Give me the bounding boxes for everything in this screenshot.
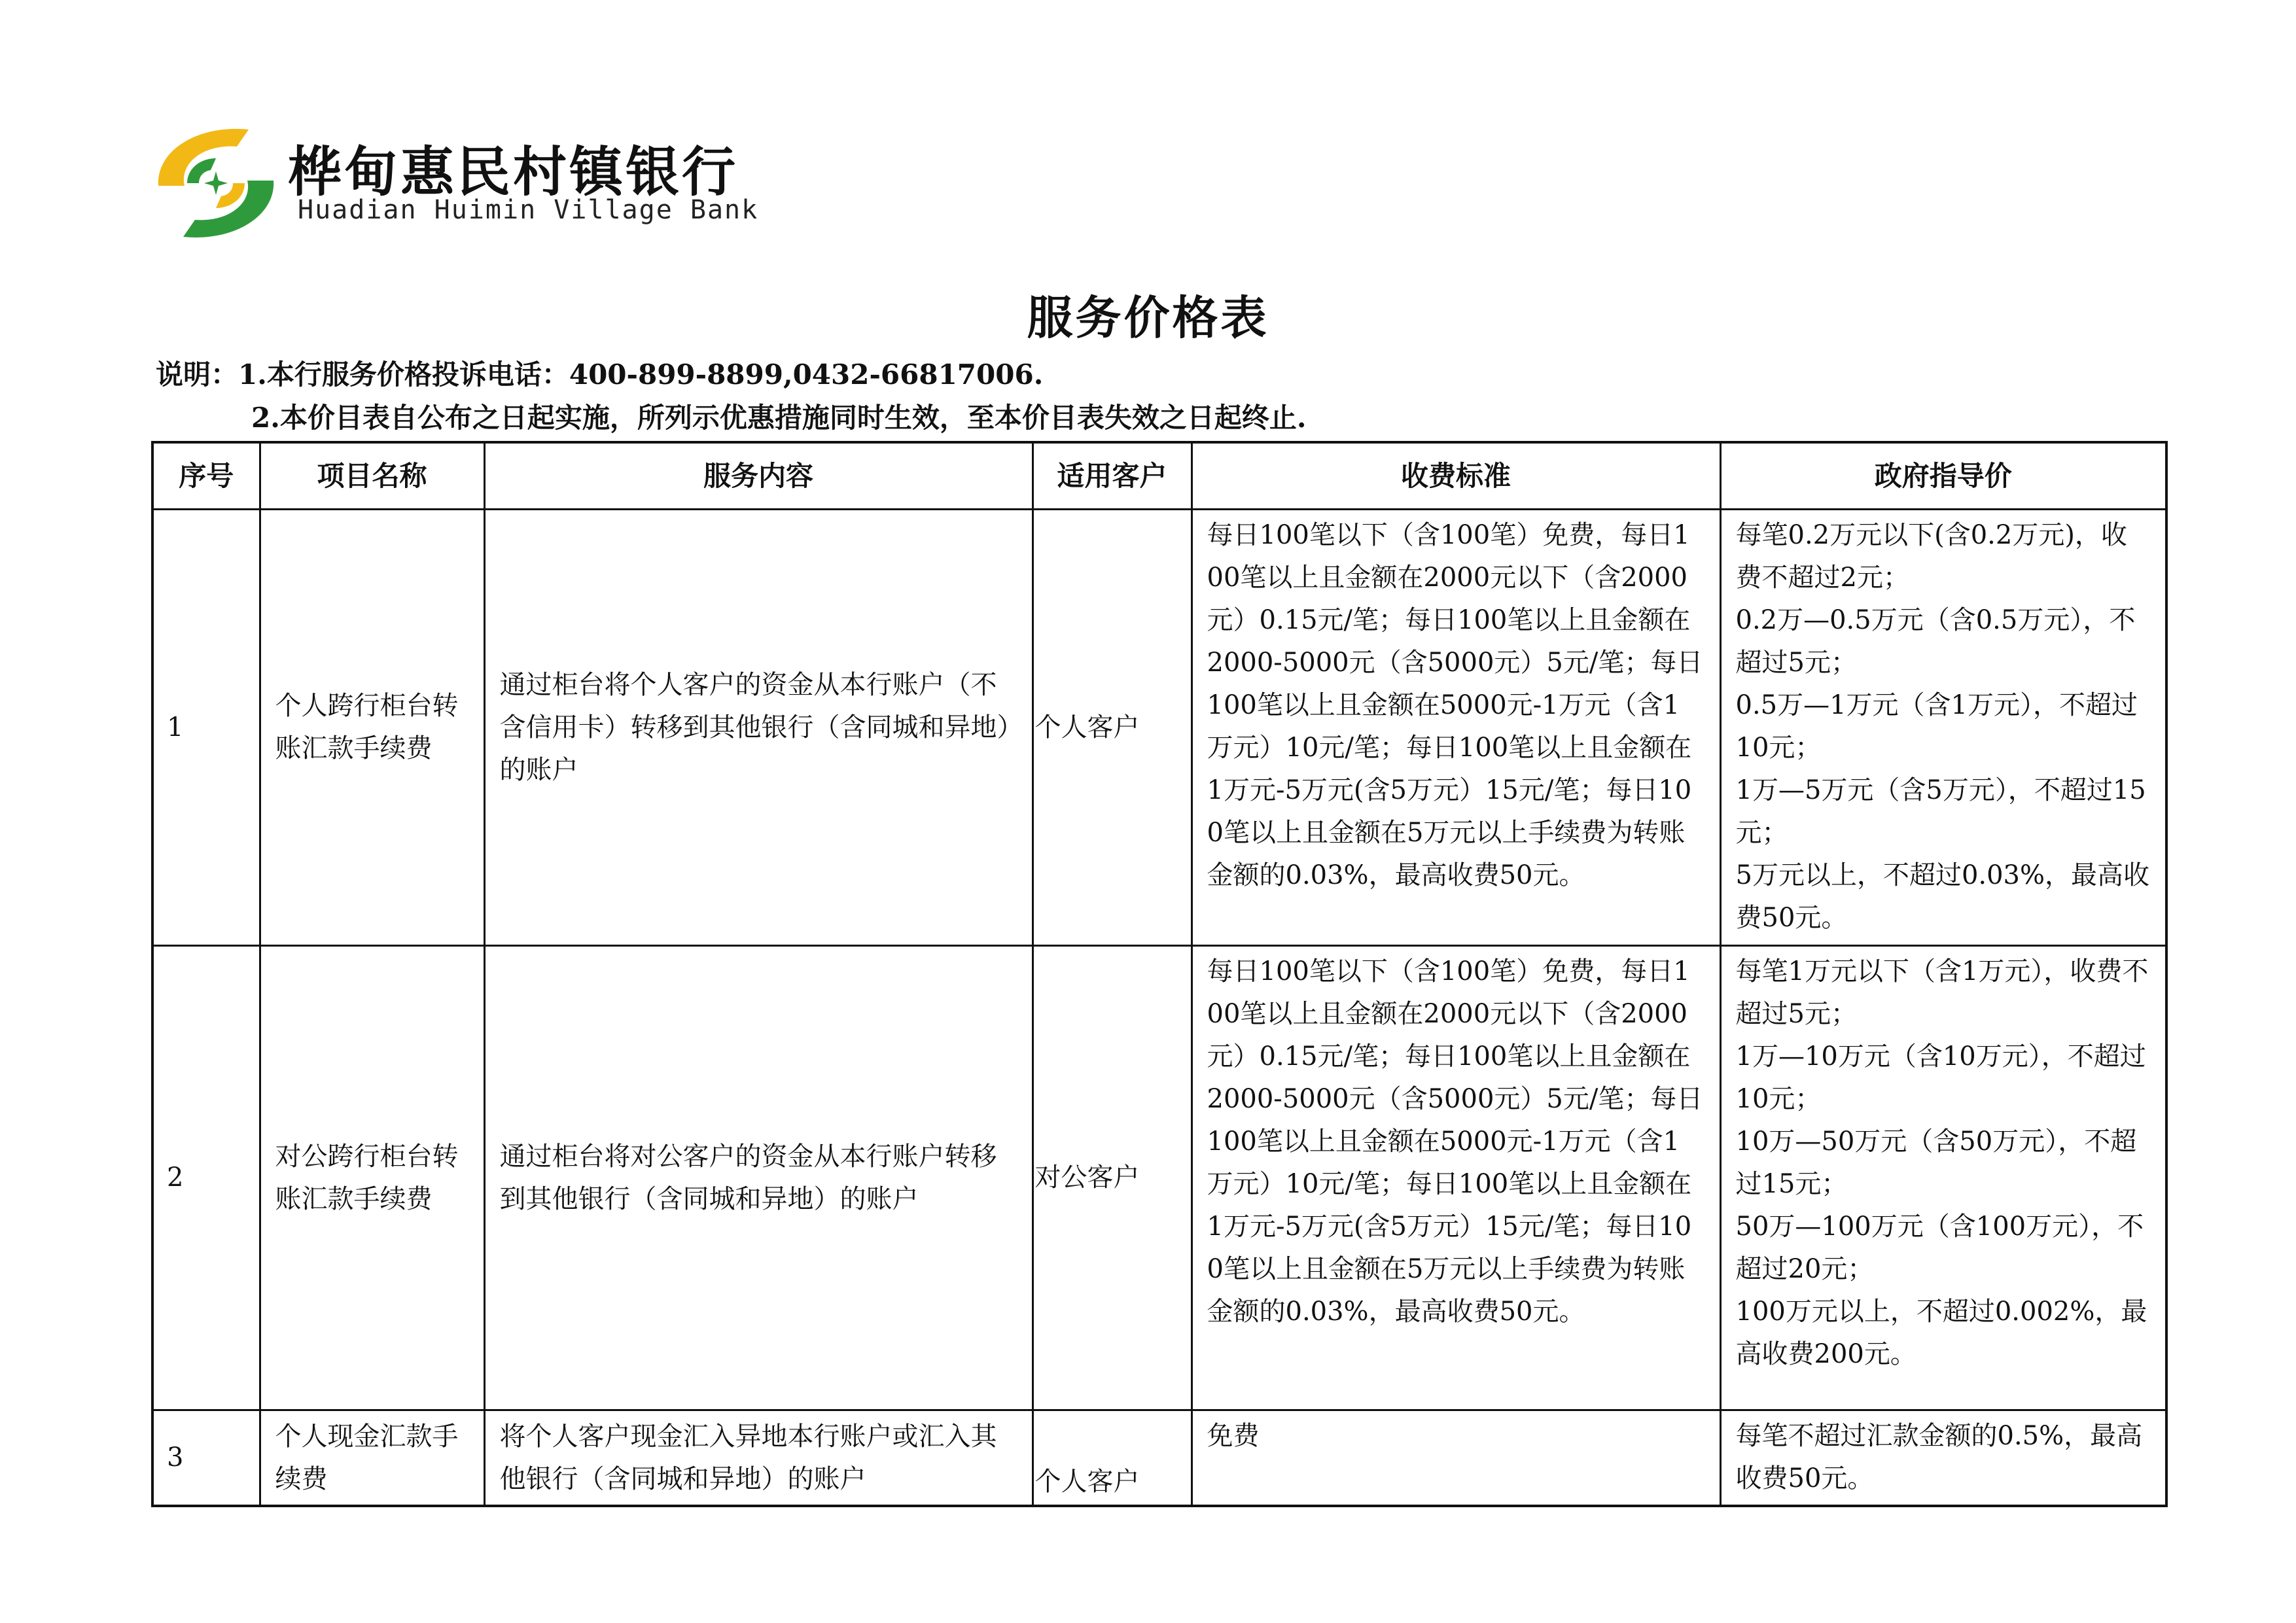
bank-name-en: Huadian Huimin Village Bank bbox=[298, 195, 759, 225]
guide-line: 每笔1万元以下（含1万元），收费不超过5元； bbox=[1735, 956, 2149, 1029]
cell-content: 通过柜台将个人客户的资金从本行账户（不含信用卡）转移到其他银行（含同城和异地）的账户 bbox=[484, 510, 1033, 946]
guide-line: 1万—5万元（含5万元），不超过15元； bbox=[1735, 775, 2146, 848]
cell-guide bbox=[1720, 946, 2166, 1410]
cell-content: 通过柜台将对公客户的资金从本行账户转移到其他银行（含同城和异地）的账户 bbox=[484, 946, 1033, 1410]
cell-guide bbox=[1720, 1410, 2166, 1507]
cell-item: 个人跨行柜台转账汇款手续费 bbox=[260, 510, 484, 946]
cell-no: 1 bbox=[152, 510, 260, 946]
guide-line: 每笔不超过汇款金额的0.5%，最高收费50元。 bbox=[1735, 1421, 2143, 1493]
cell-customer: 个人客户 bbox=[1033, 510, 1192, 946]
bank-logo bbox=[150, 118, 805, 249]
guide-line: 0.2万—0.5万元（含0.5万元），不超过5元； bbox=[1735, 605, 2136, 678]
note-line-2 bbox=[156, 396, 1306, 440]
bank-name-cn: 桦甸惠民村镇银行 bbox=[288, 141, 739, 203]
header-customer: 适用客户 bbox=[1033, 442, 1192, 510]
cell-content: 将个人客户现金汇入异地本行账户或汇入其他银行（含同城和异地）的账户 bbox=[484, 1410, 1033, 1507]
guide-line: 0.5万—1万元（含1万元），不超过10元； bbox=[1735, 690, 2138, 763]
guide-line: 100万元以上，不超过0.002%，最高收费200元。 bbox=[1735, 1297, 2147, 1369]
header-standard: 收费标准 bbox=[1192, 442, 1720, 510]
cell-customer: 个人客户 bbox=[1033, 1410, 1192, 1507]
table-row bbox=[152, 510, 2166, 946]
cell-standard: 每日100笔以下（含100笔）免费，每日100笔以上且金额在2000元以下（含2000元）0.15元/笔；每日100笔以上且金额在2000-5000元（含5000元）5元/笔；每日100笔以上且金额在5000元-1万元（含1万元）10元/笔；每日100笔以上且金额在1万元-5万元(含5万元）15元/笔；每日100笔以上且金额在5万元以上手续费为转账金额的0.03%，最高收费50元。 bbox=[1192, 510, 1720, 946]
bank-logo-icon bbox=[150, 118, 281, 249]
cell-item: 对公跨行柜台转账汇款手续费 bbox=[260, 946, 484, 1410]
cell-item: 个人现金汇款手续费 bbox=[260, 1410, 484, 1507]
cell-standard: 每日100笔以下（含100笔）免费，每日100笔以上且金额在2000元以下（含2000元）0.15元/笔；每日100笔以上且金额在2000-5000元（含5000元）5元/笔；每日100笔以上且金额在5000元-1万元（含1万元）10元/笔；每日100笔以上且金额在1万元-5万元(含5万元）15元/笔；每日100笔以上且金额在5万元以上手续费为转账金额的0.03%，最高收费50元。 bbox=[1192, 946, 1720, 1410]
header-guide: 政府指导价 bbox=[1720, 442, 2166, 510]
notes bbox=[156, 353, 1306, 440]
note-text-1: 1.本行服务价格投诉电话：400-899-8899,0432-66817006. bbox=[238, 358, 1044, 391]
header-item: 项目名称 bbox=[260, 442, 484, 510]
table-row bbox=[152, 1410, 2166, 1507]
table-row bbox=[152, 946, 2166, 1410]
header-no: 序号 bbox=[152, 442, 260, 510]
cell-standard: 免费 bbox=[1192, 1410, 1720, 1507]
note-line-1 bbox=[156, 353, 1306, 396]
guide-line: 1万—10万元（含10万元），不超过10元； bbox=[1735, 1041, 2146, 1114]
header-content: 服务内容 bbox=[484, 442, 1033, 510]
note-prefix: 说明： bbox=[156, 358, 239, 391]
note-text-2: 2.本价目表自公布之日起实施，所列示优惠措施同时生效，至本价目表失效之日起终止. bbox=[251, 402, 1307, 434]
table-header-row bbox=[152, 442, 2166, 510]
cell-no: 2 bbox=[152, 946, 260, 1410]
cell-no: 3 bbox=[152, 1410, 260, 1507]
cell-guide bbox=[1720, 510, 2166, 946]
guide-line: 50万—100万元（含100万元），不超过20元； bbox=[1735, 1212, 2144, 1284]
guide-line: 5万元以上，不超过0.03%，最高收费50元。 bbox=[1735, 860, 2150, 933]
cell-customer: 对公客户 bbox=[1033, 946, 1192, 1410]
page-title: 服务价格表 bbox=[1027, 290, 1269, 345]
price-table bbox=[151, 441, 2168, 1507]
guide-line: 每笔0.2万元以下(含0.2万元)，收费不超过2元； bbox=[1735, 520, 2127, 593]
guide-line: 10万—50万元（含50万元），不超过15元； bbox=[1735, 1126, 2137, 1199]
